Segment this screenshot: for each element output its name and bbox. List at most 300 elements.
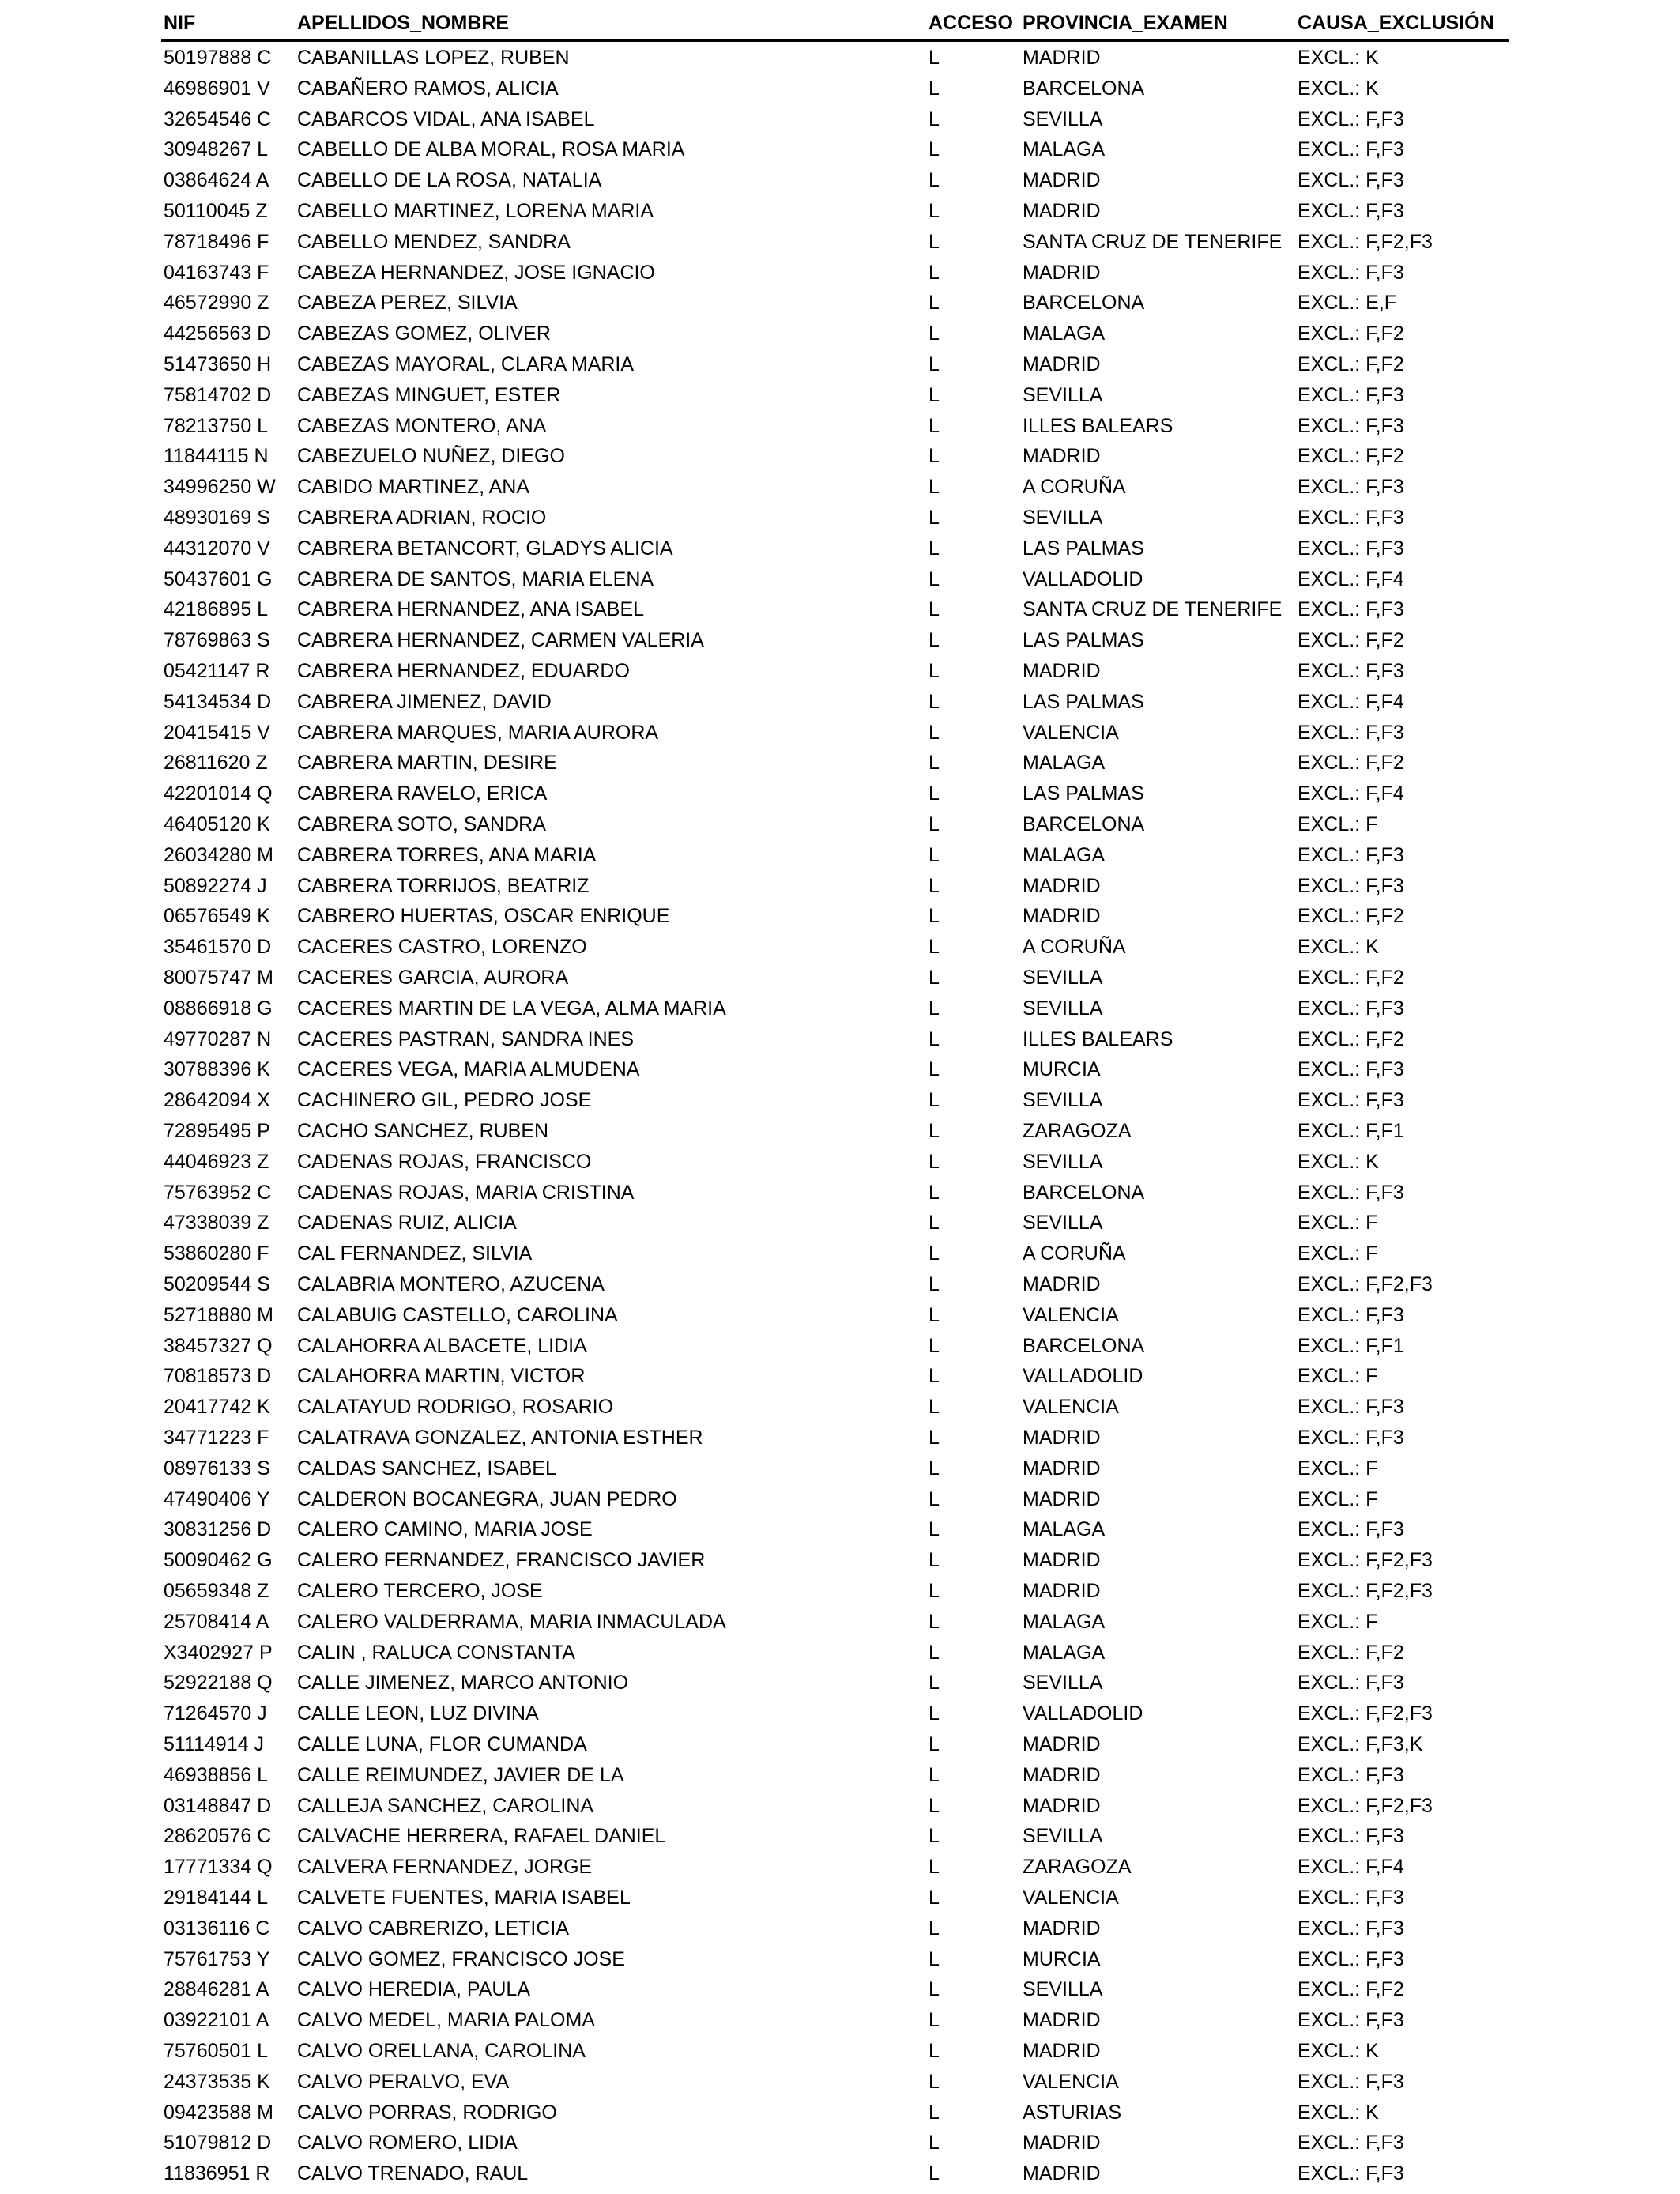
cell-provincia: MALAGA <box>1023 138 1106 161</box>
header-nif: NIF <box>164 12 196 34</box>
cell-acceso: L <box>929 1487 940 1510</box>
cell-provincia: MADRID <box>1023 261 1101 284</box>
cell-acceso: L <box>929 1856 940 1879</box>
cell-nif: 44046923 Z <box>164 1150 269 1173</box>
table-row <box>0 227 1680 257</box>
cell-provincia: SEVILLA <box>1023 1978 1103 2001</box>
cell-name: CABRERA SOTO, SANDRA <box>297 813 546 835</box>
table-row <box>0 1913 1680 1943</box>
cell-provincia: BARCELONA <box>1023 1181 1145 1204</box>
cell-nif: 09423588 M <box>164 2101 274 2124</box>
table-row <box>0 871 1680 901</box>
cell-causa: EXCL.: F,F3 <box>1298 1058 1404 1081</box>
cell-nif: 51473650 H <box>164 353 272 375</box>
cell-name: CACHO SANCHEZ, RUBEN <box>297 1120 549 1142</box>
table-row <box>0 380 1680 410</box>
cell-name: CALVO PORRAS, RODRIGO <box>297 2101 557 2124</box>
cell-nif: 03922101 A <box>164 2009 269 2032</box>
cell-provincia: MADRID <box>1023 1794 1101 1817</box>
cell-name: CALERO VALDERRAMA, MARIA INMACULADA <box>297 1610 726 1633</box>
cell-provincia: MURCIA <box>1023 1947 1101 1970</box>
cell-acceso: L <box>929 292 940 315</box>
table-row <box>0 1607 1680 1637</box>
cell-name: CALLE REIMUNDEZ, JAVIER DE LA <box>297 1763 624 1786</box>
cell-name: CALABUIG CASTELLO, CAROLINA <box>297 1303 618 1326</box>
cell-name: CABEZAS MAYORAL, CLARA MARIA <box>297 353 635 375</box>
cell-name: CABEZA HERNANDEZ, JOSE IGNACIO <box>297 261 655 284</box>
cell-causa: EXCL.: F,F3 <box>1298 1518 1404 1541</box>
cell-acceso: L <box>929 721 940 744</box>
cell-acceso: L <box>929 169 940 192</box>
cell-name: CABELLO DE ALBA MORAL, ROSA MARIA <box>297 138 685 161</box>
cell-provincia: LAS PALMAS <box>1023 690 1144 713</box>
table-row <box>0 718 1680 748</box>
cell-nif: 78213750 L <box>164 414 269 437</box>
cell-nif: 72895495 P <box>164 1120 270 1142</box>
cell-provincia: VALENCIA <box>1023 1396 1119 1419</box>
cell-name: CALATRAVA GONZALEZ, ANTONIA ESTHER <box>297 1427 703 1449</box>
cell-causa: EXCL.: K <box>1298 47 1379 69</box>
cell-nif: 46986901 V <box>164 77 270 100</box>
table-row <box>0 533 1680 564</box>
cell-provincia: A CORUÑA <box>1023 936 1126 959</box>
cell-acceso: L <box>929 1212 940 1235</box>
cell-nif: 51114914 J <box>164 1733 264 1755</box>
cell-acceso: L <box>929 936 940 959</box>
table-row <box>0 1024 1680 1054</box>
cell-causa: EXCL.: F,F3 <box>1298 1427 1404 1449</box>
cell-name: CABRERA HERNANDEZ, EDUARDO <box>297 660 630 682</box>
table-row <box>0 258 1680 288</box>
cell-causa: EXCL.: F,F3 <box>1298 1763 1404 1786</box>
cell-causa: EXCL.: K <box>1298 77 1379 100</box>
cell-acceso: L <box>929 905 940 928</box>
table-row <box>0 1638 1680 1668</box>
cell-provincia: LAS PALMAS <box>1023 782 1144 805</box>
table-row <box>0 778 1680 809</box>
cell-acceso: L <box>929 2009 940 2032</box>
cell-provincia: LAS PALMAS <box>1023 629 1144 652</box>
cell-provincia: ZARAGOZA <box>1023 1856 1132 1879</box>
cell-causa: EXCL.: F,F2 <box>1298 967 1404 989</box>
cell-causa: EXCL.: F,F2 <box>1298 322 1404 345</box>
cell-name: CALLE JIMENEZ, MARCO ANTONIO <box>297 1672 629 1695</box>
table-row <box>0 1576 1680 1606</box>
cell-acceso: L <box>929 77 940 100</box>
cell-nif: 48930169 S <box>164 507 270 529</box>
cell-nif: 30948267 L <box>164 138 269 161</box>
table-row <box>0 840 1680 870</box>
table-row <box>0 1944 1680 1974</box>
table-row <box>0 74 1680 104</box>
cell-acceso: L <box>929 1518 940 1541</box>
cell-nif: 46938856 L <box>164 1763 269 1786</box>
table-row <box>0 1760 1680 1790</box>
table-row <box>0 1238 1680 1269</box>
cell-provincia: MADRID <box>1023 445 1101 468</box>
cell-name: CALVO CABRERIZO, LETICIA <box>297 1917 570 1940</box>
cell-acceso: L <box>929 2101 940 2124</box>
cell-acceso: L <box>929 1887 940 1909</box>
cell-name: CALVO GOMEZ, FRANCISCO JOSE <box>297 1947 625 1970</box>
cell-nif: 03148847 D <box>164 1794 272 1817</box>
cell-acceso: L <box>929 1058 940 1081</box>
cell-provincia: MURCIA <box>1023 1058 1101 1081</box>
cell-acceso: L <box>929 445 940 468</box>
cell-provincia: SEVILLA <box>1023 507 1103 529</box>
cell-acceso: L <box>929 1334 940 1357</box>
cell-name: CALLE LEON, LUZ DIVINA <box>297 1702 539 1725</box>
cell-acceso: L <box>929 1427 940 1449</box>
table-row <box>0 1085 1680 1115</box>
cell-nif: 44256563 D <box>164 322 272 345</box>
cell-provincia: ILLES BALEARS <box>1023 1027 1173 1050</box>
table-row <box>0 1484 1680 1514</box>
table-row <box>0 963 1680 993</box>
cell-causa: EXCL.: F,F3 <box>1298 1181 1404 1204</box>
cell-causa: EXCL.: F,F1 <box>1298 1334 1404 1357</box>
table-row <box>0 1698 1680 1728</box>
table-row <box>0 748 1680 778</box>
cell-name: CABELLO MARTINEZ, LORENA MARIA <box>297 200 654 222</box>
table-row <box>0 1791 1680 1821</box>
cell-name: CABEZA PEREZ, SILVIA <box>297 292 518 315</box>
table-row <box>0 349 1680 379</box>
cell-nif: 75760501 L <box>164 2040 269 2062</box>
cell-acceso: L <box>929 690 940 713</box>
cell-acceso: L <box>929 1303 940 1326</box>
table-row <box>0 134 1680 164</box>
cell-causa: EXCL.: F,F2 <box>1298 905 1404 928</box>
cell-provincia: MALAGA <box>1023 752 1106 775</box>
table-row <box>0 2036 1680 2066</box>
cell-causa: EXCL.: F,F3 <box>1298 1887 1404 1909</box>
cell-acceso: L <box>929 598 940 621</box>
cell-nif: 28846281 A <box>164 1978 269 2001</box>
cell-causa: EXCL.: F,F3 <box>1298 660 1404 682</box>
cell-acceso: L <box>929 383 940 406</box>
cell-provincia: SEVILLA <box>1023 1825 1103 1848</box>
cell-provincia: ASTURIAS <box>1023 2101 1122 2124</box>
cell-name: CALVO ROMERO, LIDIA <box>297 2132 518 2154</box>
cell-provincia: SEVILLA <box>1023 1150 1103 1173</box>
cell-causa: EXCL.: F <box>1298 813 1378 835</box>
cell-name: CALAHORRA ALBACETE, LIDIA <box>297 1334 587 1357</box>
cell-causa: EXCL.: F,F2,F3 <box>1298 1580 1433 1602</box>
cell-causa: EXCL.: F,F3 <box>1298 598 1404 621</box>
cell-acceso: L <box>929 353 940 375</box>
cell-name: CACERES CASTRO, LORENZO <box>297 936 587 959</box>
cell-name: CACHINERO GIL, PEDRO JOSE <box>297 1089 592 1112</box>
cell-nif: 20415415 V <box>164 721 270 744</box>
cell-name: CALVO HEREDIA, PAULA <box>297 1978 530 2001</box>
table-row <box>0 1821 1680 1851</box>
cell-acceso: L <box>929 813 940 835</box>
cell-causa: EXCL.: F,F4 <box>1298 567 1404 590</box>
cell-causa: EXCL.: F,F3 <box>1298 261 1404 284</box>
table-row <box>0 1208 1680 1238</box>
cell-causa: EXCL.: F,F2 <box>1298 752 1404 775</box>
cell-causa: EXCL.: F,F3 <box>1298 1947 1404 1970</box>
cell-acceso: L <box>929 2132 940 2154</box>
cell-nif: 34996250 W <box>164 476 276 499</box>
table-row <box>0 625 1680 655</box>
cell-provincia: MADRID <box>1023 1917 1101 1940</box>
cell-acceso: L <box>929 1763 940 1786</box>
header-provincia: PROVINCIA_EXAMEN <box>1023 12 1228 34</box>
table-row <box>0 687 1680 717</box>
cell-nif: 46405120 K <box>164 813 270 835</box>
cell-provincia: SEVILLA <box>1023 1672 1103 1695</box>
table-row <box>0 319 1680 349</box>
table-row <box>0 1269 1680 1299</box>
cell-name: CALLE LUNA, FLOR CUMANDA <box>297 1733 587 1755</box>
cell-name: CABAÑERO RAMOS, ALICIA <box>297 77 559 100</box>
cell-name: CALERO CAMINO, MARIA JOSE <box>297 1518 593 1541</box>
cell-name: CADENAS RUIZ, ALICIA <box>297 1212 517 1235</box>
cell-provincia: SEVILLA <box>1023 1089 1103 1112</box>
table-row <box>0 656 1680 686</box>
cell-provincia: MADRID <box>1023 169 1101 192</box>
cell-causa: EXCL.: F,F3 <box>1298 1917 1404 1940</box>
cell-causa: EXCL.: F <box>1298 1457 1378 1480</box>
cell-nif: 75763952 C <box>164 1181 272 1204</box>
cell-acceso: L <box>929 1365 940 1388</box>
cell-name: CABRERO HUERTAS, OSCAR ENRIQUE <box>297 905 670 928</box>
cell-nif: 50209544 S <box>164 1273 270 1295</box>
table-row <box>0 901 1680 931</box>
cell-acceso: L <box>929 843 940 866</box>
cell-provincia: VALENCIA <box>1023 2070 1119 2093</box>
table-row <box>0 993 1680 1023</box>
cell-causa: EXCL.: K <box>1298 2040 1379 2062</box>
cell-causa: EXCL.: F,F3 <box>1298 1396 1404 1419</box>
cell-provincia: MADRID <box>1023 1273 1101 1295</box>
header-causa: CAUSA_EXCLUSIÓN <box>1298 12 1494 34</box>
table-row <box>0 1974 1680 2004</box>
cell-causa: EXCL.: F,F3 <box>1298 1303 1404 1326</box>
cell-provincia: MADRID <box>1023 1427 1101 1449</box>
cell-provincia: MADRID <box>1023 200 1101 222</box>
cell-nif: 38457327 Q <box>164 1334 273 1357</box>
cell-nif: 54134534 D <box>164 690 272 713</box>
cell-provincia: SEVILLA <box>1023 997 1103 1020</box>
cell-acceso: L <box>929 1733 940 1755</box>
cell-acceso: L <box>929 782 940 805</box>
table-row <box>0 2098 1680 2128</box>
cell-name: CABARCOS VIDAL, ANA ISABEL <box>297 107 595 130</box>
cell-acceso: L <box>929 261 940 284</box>
cell-causa: EXCL.: F,F2 <box>1298 1027 1404 1050</box>
cell-provincia: MADRID <box>1023 1733 1101 1755</box>
cell-name: CABEZUELO NUÑEZ, DIEGO <box>297 445 565 468</box>
cell-provincia: MADRID <box>1023 2009 1101 2032</box>
cell-provincia: MADRID <box>1023 2132 1101 2154</box>
cell-acceso: L <box>929 967 940 989</box>
table-row <box>0 165 1680 195</box>
cell-name: CALIN , RALUCA CONSTANTA <box>297 1641 575 1664</box>
cell-acceso: L <box>929 200 940 222</box>
cell-acceso: L <box>929 1947 940 1970</box>
cell-causa: EXCL.: F <box>1298 1212 1378 1235</box>
cell-causa: EXCL.: F,F3 <box>1298 2070 1404 2093</box>
cell-causa: EXCL.: F <box>1298 1242 1378 1265</box>
cell-acceso: L <box>929 1396 940 1419</box>
cell-causa: EXCL.: F,F3 <box>1298 107 1404 130</box>
cell-acceso: L <box>929 2070 940 2093</box>
cell-nif: 80075747 M <box>164 967 274 989</box>
cell-provincia: MALAGA <box>1023 322 1106 345</box>
cell-acceso: L <box>929 1273 940 1295</box>
cell-nif: 71264570 J <box>164 1702 267 1725</box>
cell-acceso: L <box>929 47 940 69</box>
cell-nif: 70818573 D <box>164 1365 272 1388</box>
cell-acceso: L <box>929 1672 940 1695</box>
cell-acceso: L <box>929 629 940 652</box>
cell-acceso: L <box>929 2162 940 2185</box>
cell-causa: EXCL.: F <box>1298 1487 1378 1510</box>
table-row <box>0 1453 1680 1483</box>
cell-nif: 47338039 Z <box>164 1212 269 1235</box>
cell-nif: 03136116 C <box>164 1917 270 1940</box>
table-row <box>0 472 1680 502</box>
table-row <box>0 1668 1680 1698</box>
cell-acceso: L <box>929 476 940 499</box>
cell-nif: 26811620 Z <box>164 752 268 775</box>
cell-name: CABIDO MARTINEZ, ANA <box>297 476 530 499</box>
cell-provincia: ZARAGOZA <box>1023 1120 1132 1142</box>
header-name: APELLIDOS_NOMBRE <box>297 12 510 34</box>
cell-nif: 50437601 G <box>164 567 273 590</box>
cell-causa: EXCL.: F,F2,F3 <box>1298 1702 1433 1725</box>
cell-nif: 28620576 C <box>164 1825 272 1848</box>
cell-causa: EXCL.: K <box>1298 1150 1379 1173</box>
cell-nif: 11844115 N <box>164 445 269 468</box>
cell-causa: EXCL.: F,F3 <box>1298 843 1404 866</box>
cell-nif: 35461570 D <box>164 936 272 959</box>
cell-name: CACERES PASTRAN, SANDRA INES <box>297 1027 635 1050</box>
cell-provincia: MADRID <box>1023 353 1101 375</box>
cell-nif: 75814702 D <box>164 383 272 406</box>
cell-acceso: L <box>929 1181 940 1204</box>
cell-name: CABRERA HERNANDEZ, CARMEN VALERIA <box>297 629 704 652</box>
cell-provincia: MADRID <box>1023 1580 1101 1602</box>
table-row <box>0 1423 1680 1453</box>
cell-nif: 08976133 S <box>164 1457 270 1480</box>
table-row <box>0 1852 1680 1882</box>
cell-nif: 32654546 C <box>164 107 272 130</box>
cell-provincia: ILLES BALEARS <box>1023 414 1173 437</box>
cell-acceso: L <box>929 1027 940 1050</box>
table-row <box>0 1331 1680 1361</box>
cell-causa: EXCL.: F,F3 <box>1298 200 1404 222</box>
cell-nif: 75761753 Y <box>164 1947 270 1970</box>
cell-nif: 24373535 K <box>164 2070 270 2093</box>
cell-provincia: A CORUÑA <box>1023 476 1126 499</box>
cell-causa: EXCL.: F,F3 <box>1298 997 1404 1020</box>
cell-provincia: MADRID <box>1023 1763 1101 1786</box>
header-divider <box>161 39 1509 42</box>
cell-provincia: SEVILLA <box>1023 107 1103 130</box>
cell-nif: 53860280 F <box>164 1242 269 1265</box>
cell-provincia: MADRID <box>1023 874 1101 897</box>
table-row <box>0 441 1680 471</box>
table-row <box>0 411 1680 441</box>
cell-provincia: VALLADOLID <box>1023 1365 1143 1388</box>
cell-acceso: L <box>929 1641 940 1664</box>
cell-nif: 51079812 D <box>164 2132 272 2154</box>
cell-nif: 50197888 C <box>164 47 272 69</box>
cell-provincia: VALLADOLID <box>1023 1702 1143 1725</box>
cell-provincia: MADRID <box>1023 2162 1101 2185</box>
cell-causa: EXCL.: F,F1 <box>1298 1120 1404 1142</box>
table-row <box>0 2067 1680 2097</box>
table-row <box>0 2005 1680 2035</box>
cell-name: CALDERON BOCANEGRA, JUAN PEDRO <box>297 1487 677 1510</box>
cell-acceso: L <box>929 414 940 437</box>
cell-acceso: L <box>929 1242 940 1265</box>
cell-causa: EXCL.: F <box>1298 1365 1378 1388</box>
cell-nif: 08866918 G <box>164 997 273 1020</box>
cell-provincia: MALAGA <box>1023 1518 1106 1541</box>
cell-acceso: L <box>929 1457 940 1480</box>
cell-acceso: L <box>929 1580 940 1602</box>
cell-causa: EXCL.: F,F3 <box>1298 721 1404 744</box>
table-row <box>0 932 1680 962</box>
cell-name: CALERO TERCERO, JOSE <box>297 1580 543 1602</box>
cell-acceso: L <box>929 1610 940 1633</box>
cell-name: CABRERA MARQUES, MARIA AURORA <box>297 721 659 744</box>
cell-nif: 11836951 R <box>164 2162 270 2185</box>
table-row <box>0 1361 1680 1391</box>
cell-causa: EXCL.: F,F3 <box>1298 2132 1404 2154</box>
cell-nif: 17771334 Q <box>164 1856 273 1879</box>
table-row <box>0 196 1680 226</box>
cell-provincia: A CORUÑA <box>1023 1242 1126 1265</box>
cell-name: CABRERA JIMENEZ, DAVID <box>297 690 552 713</box>
cell-causa: EXCL.: F,F3 <box>1298 1089 1404 1112</box>
cell-causa: EXCL.: F,F3 <box>1298 414 1404 437</box>
cell-nif: 06576549 K <box>164 905 270 928</box>
cell-name: CALABRIA MONTERO, AZUCENA <box>297 1273 605 1295</box>
cell-causa: EXCL.: F,F3 <box>1298 537 1404 560</box>
cell-name: CACERES GARCIA, AURORA <box>297 967 569 989</box>
cell-name: CALVO TRENADO, RAUL <box>297 2162 529 2185</box>
table-row <box>0 809 1680 839</box>
cell-provincia: MADRID <box>1023 905 1101 928</box>
cell-acceso: L <box>929 1825 940 1848</box>
table-row <box>0 594 1680 624</box>
cell-acceso: L <box>929 997 940 1020</box>
cell-name: CABELLO DE LA ROSA, NATALIA <box>297 169 602 192</box>
cell-provincia: VALENCIA <box>1023 1303 1119 1326</box>
cell-name: CABELLO MENDEZ, SANDRA <box>297 230 571 253</box>
table-row <box>0 1178 1680 1208</box>
cell-acceso: L <box>929 322 940 345</box>
table-row <box>0 2128 1680 2158</box>
cell-acceso: L <box>929 537 940 560</box>
cell-nif: 30831256 D <box>164 1518 272 1541</box>
cell-causa: EXCL.: F,F2,F3 <box>1298 1549 1433 1572</box>
table-row <box>0 1300 1680 1330</box>
cell-nif: 42201014 Q <box>164 782 273 805</box>
cell-name: CABEZAS GOMEZ, OLIVER <box>297 322 551 345</box>
cell-provincia: BARCELONA <box>1023 813 1145 835</box>
cell-causa: EXCL.: F,F2,F3 <box>1298 1273 1433 1295</box>
cell-name: CALVETE FUENTES, MARIA ISABEL <box>297 1887 631 1909</box>
cell-nif: 26034280 M <box>164 843 274 866</box>
cell-name: CABRERA BETANCORT, GLADYS ALICIA <box>297 537 673 560</box>
